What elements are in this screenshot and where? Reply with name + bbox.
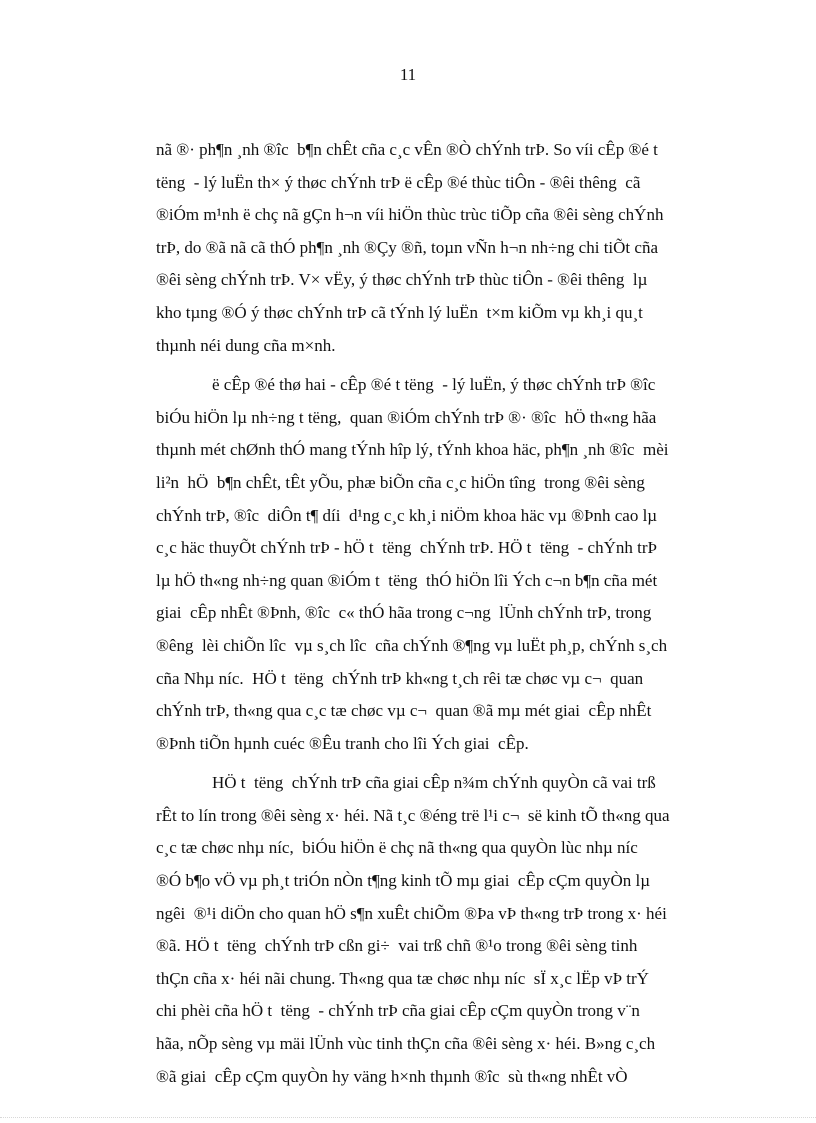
text-line: trÞ, do ®ã nã cã thÓ ph¶n ¸nh ®Çy ®ñ, toµn vÑn h¬n nh÷ng chi tiÕt cña xyxy=(156,237,658,257)
text-line: ®ã giai cÊp cÇm quyÒn hy väng h×nh thµnh ®îc sù th«ng nhÊt vÒ xyxy=(156,1066,628,1086)
text-line: li²n hÖ b¶n chÊt, tÊt yÕu, phæ biÕn cña c¸c hiÖn tîng trong ®êi sèng xyxy=(156,472,645,492)
text-line: ®ã. HÖ t tëng chÝnh trÞ cßn gi÷ vai trß chñ ®¹o trong ®êi sèng tinh xyxy=(156,936,638,956)
text-line: HÖ t tëng chÝnh trÞ cña giai cÊp n¾m chÝnh quyÒn cã vai trß xyxy=(212,773,656,793)
text-line: lµ hÖ th«ng nh÷ng quan ®iÓm t tëng thÓ hiÖn lîi Ých c¬n b¶n cña mét xyxy=(156,570,658,590)
page-bottom-border xyxy=(0,1117,816,1118)
text-line: biÓu hiÖn lµ nh÷ng t tëng, quan ®iÓm chÝnh trÞ ®· ®îc hÖ th«ng hãa xyxy=(156,407,657,427)
text-line: nã ®· ph¶n ¸nh ®îc b¶n chÊt cña c¸c vÊn ®Ò chÝnh trÞ. So víi cÊp ®é t xyxy=(156,140,658,159)
text-line: ®iÓm m¹nh ë chç nã gÇn h¬n víi hiÖn thùc trùc tiÕp cña ®êi sèng chÝnh xyxy=(156,205,664,225)
text-line: ®Þnh tiÕn hµnh cuéc ®Êu tranh cho lîi Ých giai cÊp. xyxy=(156,733,529,753)
page-number: 11 xyxy=(399,65,417,84)
text-line: chÝnh trÞ, th«ng qua c¸c tæ chøc vµ c¬ quan ®ã mµ mét giai cÊp nhÊt xyxy=(156,701,652,721)
text-line: chÝnh trÞ, ®îc diÔn t¶ díi d¹ng c¸c kh¸i niÖm khoa häc vµ ®Þnh cao lµ xyxy=(156,505,658,525)
text-line: thÇn cña x· héi nãi chung. Th«ng qua tæ chøc nhµ níc sÏ x¸c lËp vÞ trÝ xyxy=(156,968,649,988)
paragraph-3 xyxy=(156,767,766,1093)
text-line: ®êng lèi chiÕn lîc vµ s¸ch lîc cña chÝnh ®¶ng vµ luËt ph¸p, chÝnh s¸ch xyxy=(156,635,668,655)
body-text xyxy=(156,134,766,1093)
text-line: thµnh mét chØnh thÓ mang tÝnh hîp lý, tÝnh khoa häc, ph¶n ¸nh ®îc mèi xyxy=(156,440,669,460)
text-line: hãa, nÕp sèng vµ mäi lÜnh vùc tinh thÇn cña ®êi sèng x· héi. B»ng c¸ch xyxy=(156,1034,656,1054)
paragraph-1 xyxy=(156,134,766,362)
text-line: cña Nhµ níc. HÖ t tëng chÝnh trÞ kh«ng t¸ch rêi tæ chøc vµ c¬ quan xyxy=(156,668,644,688)
text-line: kho tµng ®Ó ý thøc chÝnh trÞ cã tÝnh lý luËn t×m kiÕm vµ kh¸i qu¸t xyxy=(156,302,643,322)
text-line: giai cÊp nhÊt ®Þnh, ®îc c« thÓ hãa trong c¬ng lÜnh chÝnh trÞ, trong xyxy=(156,603,652,623)
paragraph-2 xyxy=(156,369,766,760)
text-line: c¸c häc thuyÕt chÝnh trÞ - hÖ t tëng chÝnh trÞ. HÖ t tëng - chÝnh trÞ xyxy=(156,538,657,558)
text-line: ngêi ®¹i diÖn cho quan hÖ s¶n xuÊt chiÕm ®Þa vÞ th«ng trÞ trong x· héi xyxy=(156,903,667,923)
text-line: chi phèi cña hÖ t tëng - chÝnh trÞ cña giai cÊp cÇm quyÒn trong v¨n xyxy=(156,1001,640,1021)
text-line: tëng - lý luËn th× ý thøc chÝnh trÞ ë cÊp ®é thùc tiÔn - ®êi thêng cã xyxy=(156,172,641,192)
text-line: rÊt to lín trong ®êi sèng x· héi. Nã t¸c ®éng trë l¹i c¬ së kinh tÕ th«ng qua xyxy=(156,805,670,825)
text-line: c¸c tæ chøc nhµ níc, biÓu hiÖn ë chç nã th«ng qua quyÒn lùc nhµ níc xyxy=(156,838,638,858)
text-line: ë cÊp ®é thø hai - cÊp ®é t tëng - lý luËn, ý thøc chÝnh trÞ ®îc xyxy=(212,375,656,395)
text-line: thµnh néi dung cña m×nh. xyxy=(156,335,336,355)
text-line: ®êi sèng chÝnh trÞ. V× vËy, ý thøc chÝnh trÞ thùc tiÔn - ®êi thêng lµ xyxy=(156,270,648,290)
text-line: ®Ó b¶o vÖ vµ ph¸t triÓn nÒn t¶ng kinh tÕ mµ giai cÊp cÇm quyÒn lµ xyxy=(156,871,651,891)
